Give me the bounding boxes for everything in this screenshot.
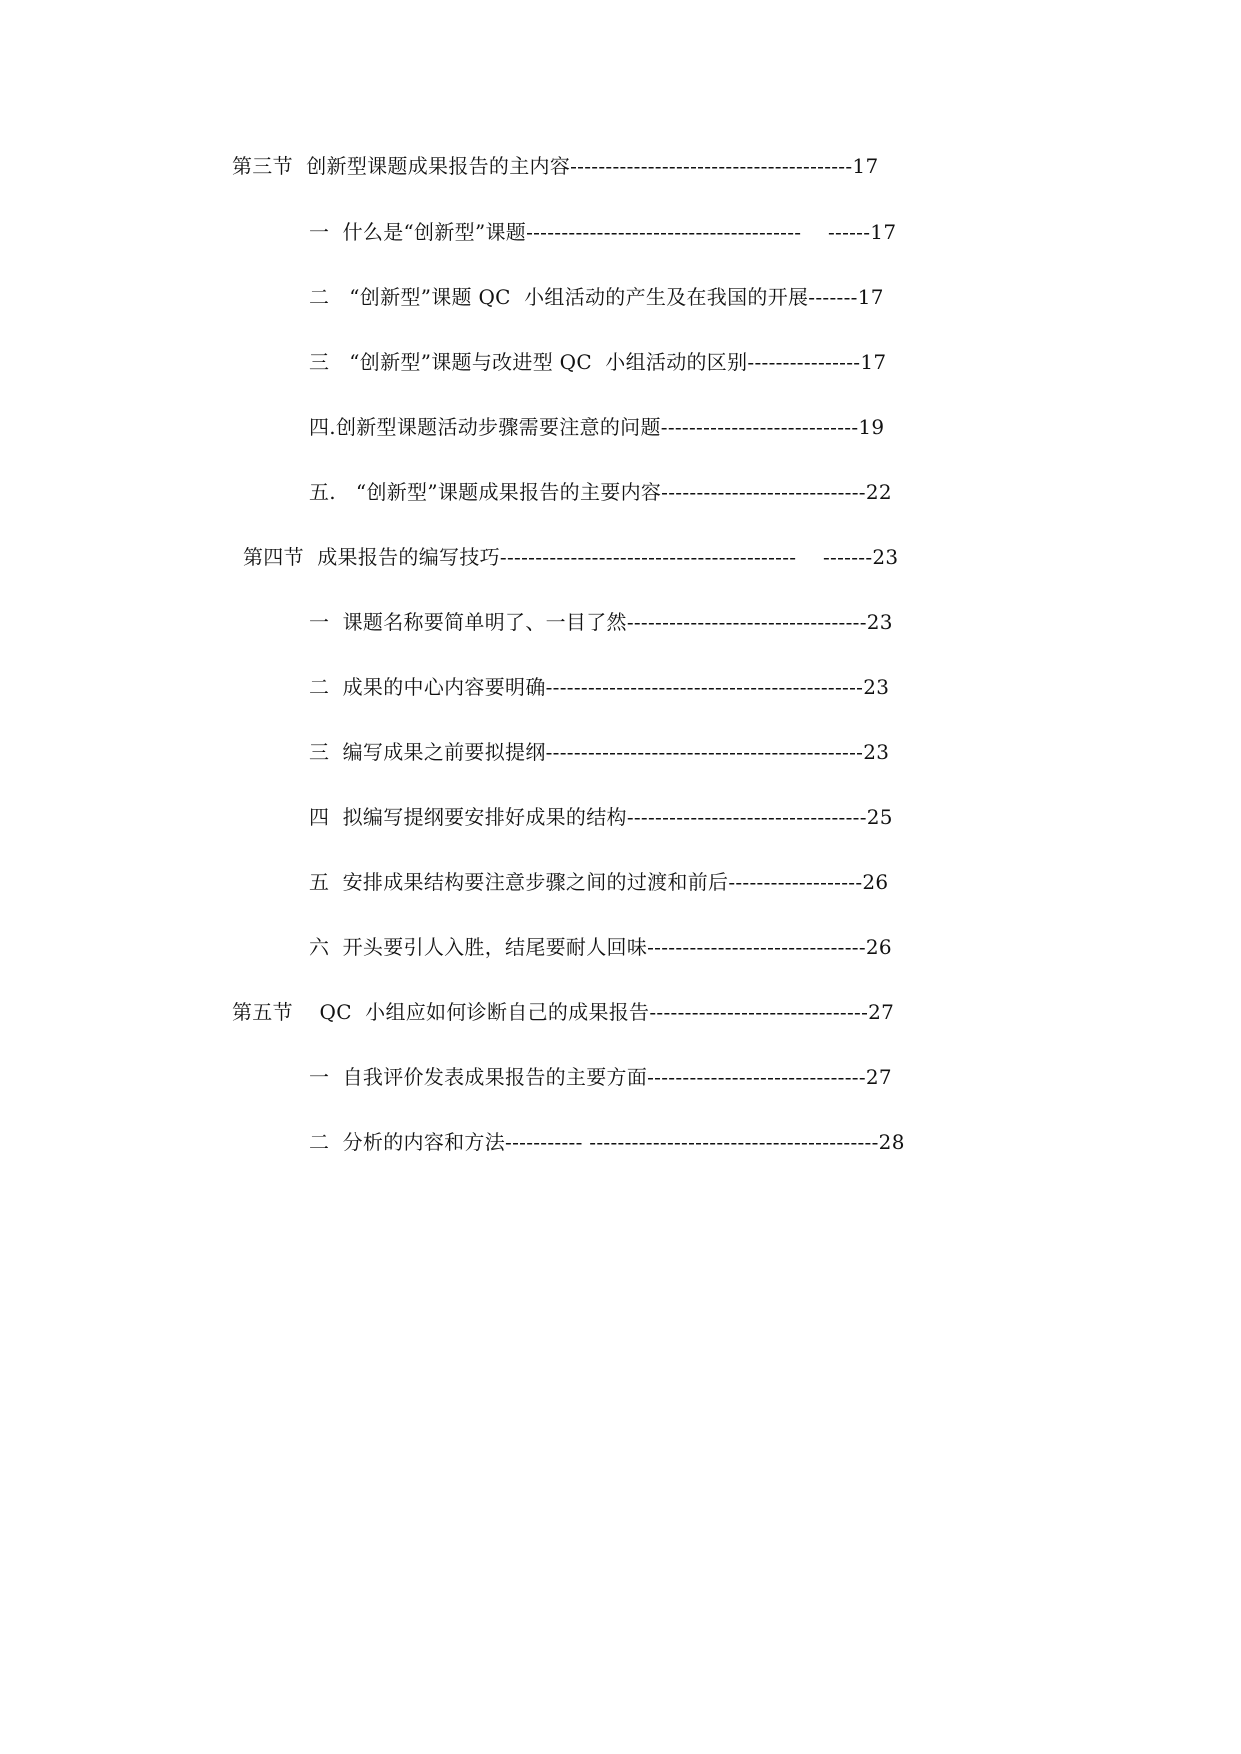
toc-item-4-6: 六 开头要引人入胜，结尾要耐人回味-------------------------------26 [309, 935, 892, 959]
toc-item-4-2: 二 成果的中心内容要明确---------------------------------------------23 [309, 675, 890, 699]
toc-item-4-1: 一 课题名称要简单明了、一目了然----------------------------------23 [309, 610, 893, 634]
toc-item-3-5: 五. “创新型”课题成果报告的主要内容-----------------------------22 [309, 480, 892, 504]
toc-section-3: 第三节 创新型课题成果报告的主内容----------------------------------------17 [232, 154, 879, 178]
toc-section-5: 第五节 QC 小组应如何诊断自己的成果报告-------------------------------27 [232, 1000, 895, 1024]
toc-section-4: 第四节 成果报告的编写技巧------------------------------------------ -------23 [243, 545, 899, 569]
toc-item-5-1: 一 自我评价发表成果报告的主要方面-------------------------------27 [309, 1065, 892, 1089]
toc-item-4-3: 三 编写成果之前要拟提纲---------------------------------------------23 [309, 740, 890, 764]
toc-item-4-5: 五 安排成果结构要注意步骤之间的过渡和前后-------------------26 [309, 870, 889, 894]
toc-item-3-1: 一 什么是“创新型”课题--------------------------------------- ------17 [309, 220, 897, 244]
toc-item-3-2: 二 “创新型”课题 QC 小组活动的产生及在我国的开展-------17 [309, 285, 884, 309]
toc-item-5-2: 二 分析的内容和方法----------- -----------------------------------------28 [309, 1130, 905, 1154]
toc-item-3-3: 三 “创新型”课题与改进型 QC 小组活动的区别----------------17 [309, 350, 887, 374]
toc-item-4-4: 四 拟编写提纲要安排好成果的结构----------------------------------25 [309, 805, 893, 829]
toc-item-3-4: 四.创新型课题活动步骤需要注意的问题----------------------------19 [309, 415, 885, 439]
